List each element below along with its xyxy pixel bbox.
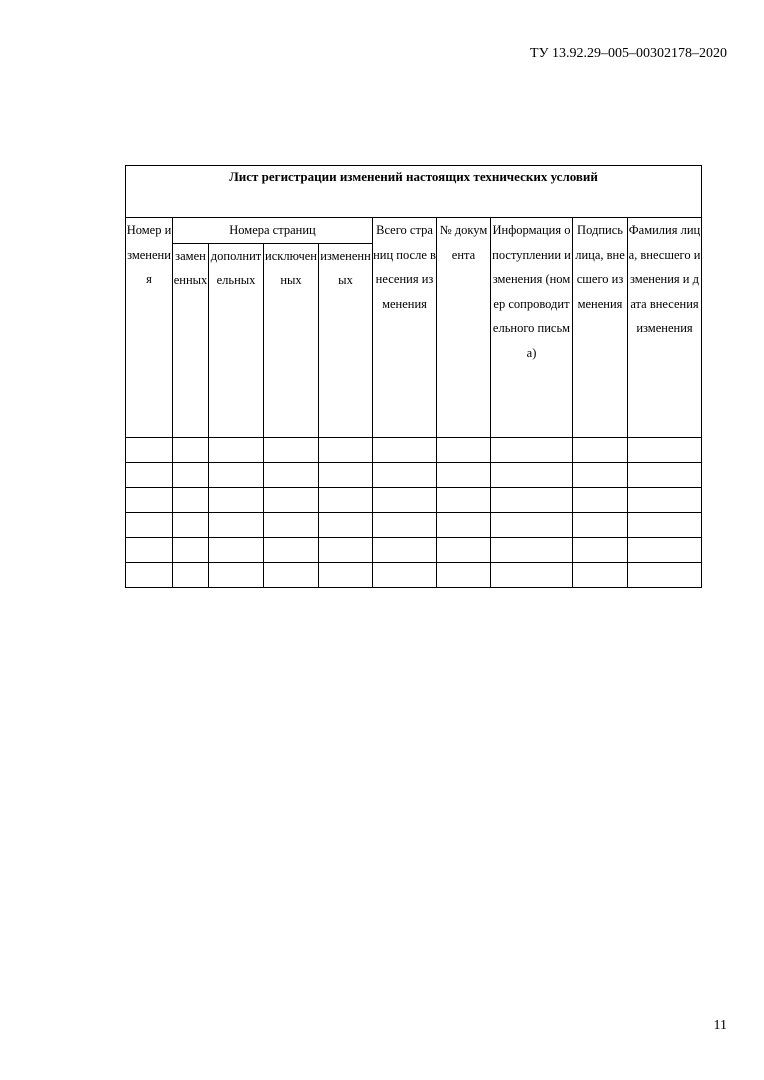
table-cell [209,537,264,562]
table-cell [491,562,573,587]
col-signature: Подпись лица, внесшего изменения [573,218,628,438]
document-code: ТУ 13.92.29–005–00302178–2020 [530,46,727,61]
col-surname: Фамилия лица, внесшего изменения и дата внесения изменения [628,218,702,438]
table-cell [437,487,491,512]
table-cell [209,437,264,462]
table-cell [437,437,491,462]
table-cell [491,487,573,512]
table-cell [628,487,702,512]
table-cell [373,512,437,537]
table-cell [126,487,173,512]
table-cell [373,562,437,587]
table-cell [209,487,264,512]
table-row [126,562,702,587]
table-cell [173,487,209,512]
table-cell [628,537,702,562]
table-cell [319,562,373,587]
table-row [126,537,702,562]
table-cell [437,537,491,562]
table-cell [373,437,437,462]
table-cell [491,537,573,562]
table-cell [209,562,264,587]
table-cell [264,462,319,487]
table-cell [573,562,628,587]
change-registration-table [125,165,702,588]
table-cell [126,512,173,537]
table-cell [491,437,573,462]
table-cell [628,562,702,587]
table-row [126,512,702,537]
table-cell [126,562,173,587]
table-cell [319,437,373,462]
table-cell [628,462,702,487]
table-cell [319,462,373,487]
table-cell [319,512,373,537]
table-cell [173,537,209,562]
empty-rows [126,437,702,587]
table-cell [173,562,209,587]
table-cell [126,462,173,487]
table-cell [209,462,264,487]
table-row [126,437,702,462]
table-cell [126,437,173,462]
table-cell [173,512,209,537]
table-cell [264,562,319,587]
table-cell [173,462,209,487]
col-additional: дополнительных [209,243,264,437]
table-cell [319,487,373,512]
table-cell [264,437,319,462]
table-cell [573,437,628,462]
table-row [126,487,702,512]
col-doc-number: № документа [437,218,491,438]
table-cell [573,487,628,512]
table-cell [126,537,173,562]
table-cell [437,512,491,537]
table-cell [173,437,209,462]
table-cell [319,537,373,562]
table-title: Лист регистрации изменений настоящих технических условий [126,166,702,218]
col-info: Информация о поступлении изменения (номер сопроводительного письма) [491,218,573,438]
col-pages-group: Номера страниц [173,218,373,244]
table-row [126,462,702,487]
table-cell [491,512,573,537]
table-cell [573,512,628,537]
col-replaced: замененных [173,243,209,437]
table-cell [628,512,702,537]
table-cell [264,512,319,537]
table-cell [628,437,702,462]
col-change-number: Номер изменения [126,218,173,438]
table-cell [437,462,491,487]
table-cell [373,462,437,487]
table-cell [373,537,437,562]
table-cell [264,537,319,562]
table-cell [573,462,628,487]
table-cell [373,487,437,512]
col-total-pages: Всего страниц после внесения изменения [373,218,437,438]
table-cell [491,462,573,487]
col-excluded: исключенных [264,243,319,437]
col-changed: измененных [319,243,373,437]
table-cell [573,537,628,562]
table-cell [437,562,491,587]
page-number: 11 [713,1018,727,1033]
table-cell [209,512,264,537]
table-cell [264,487,319,512]
